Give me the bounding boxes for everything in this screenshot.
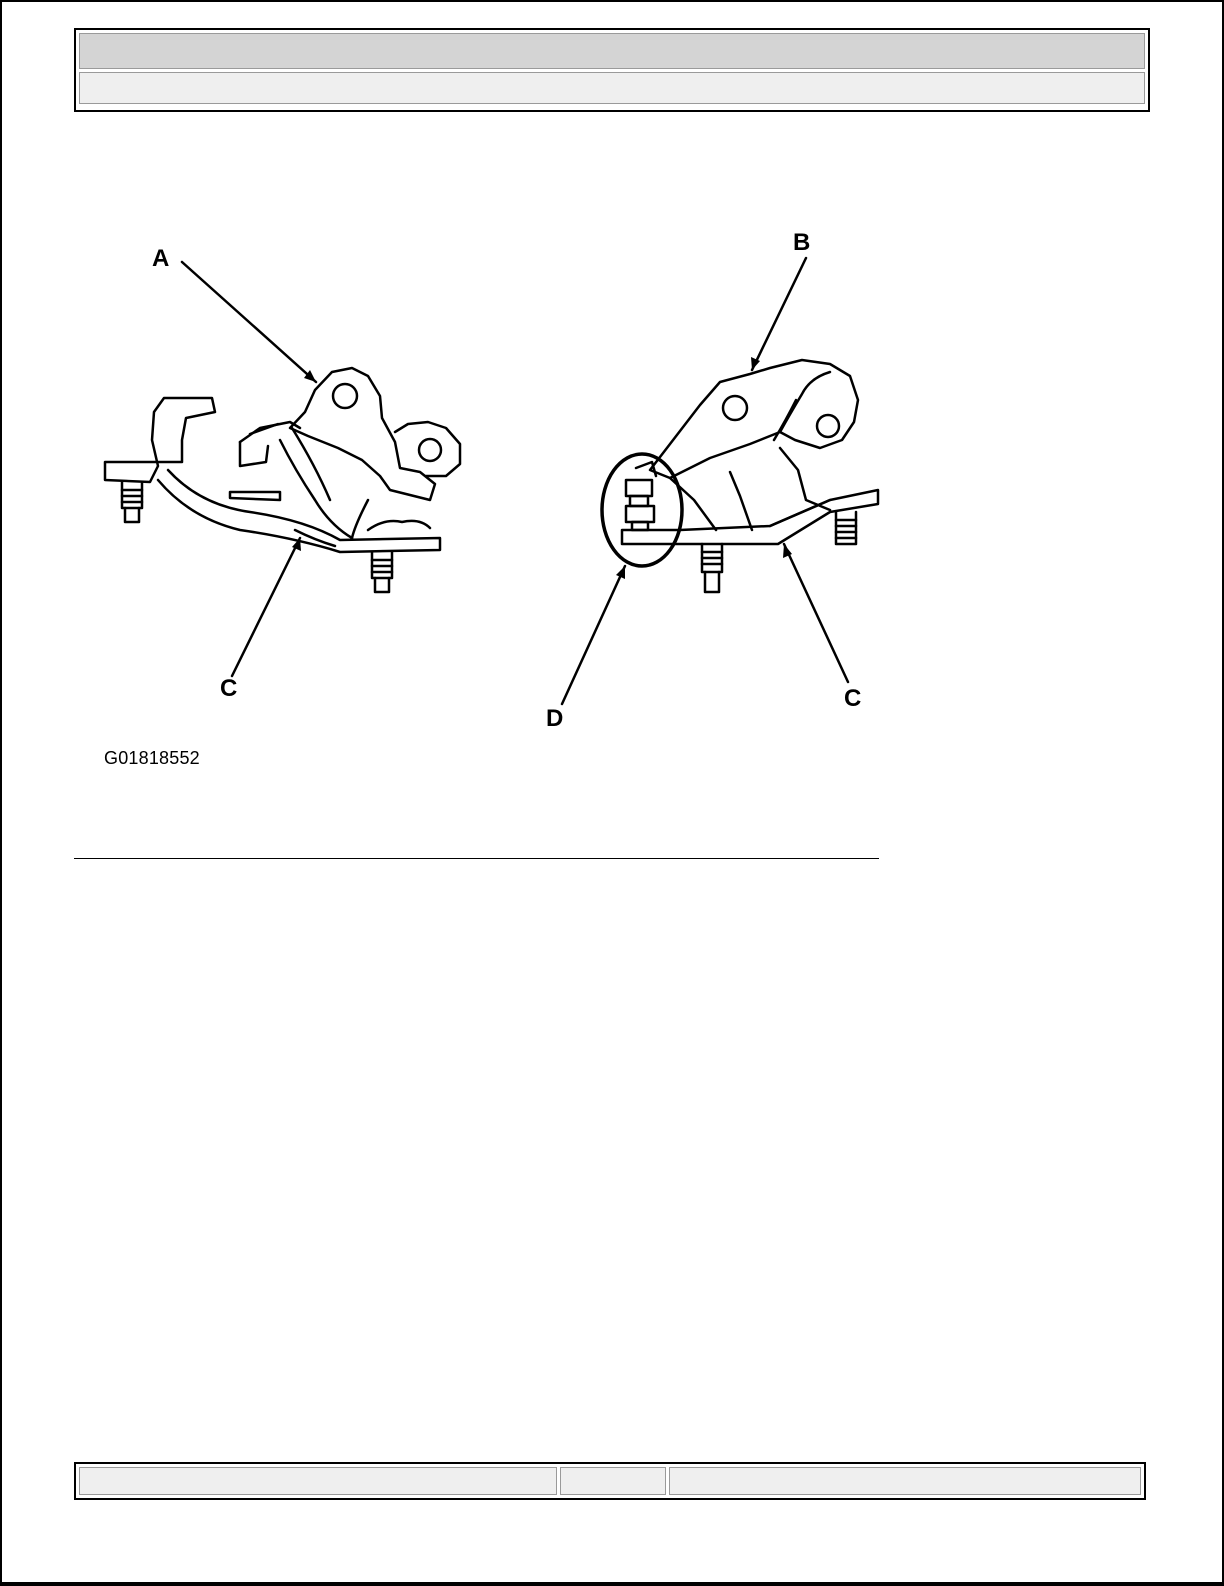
document-header [74, 28, 1150, 112]
callout-b: B [793, 229, 811, 256]
callout-leaders [182, 258, 848, 704]
left-mount-drawing [105, 368, 460, 592]
figure-id-label: G01818552 [104, 748, 200, 768]
mount-diagram-svg [90, 200, 910, 760]
callout-c-right: C [844, 685, 862, 712]
header-subtitle-bar [79, 72, 1145, 104]
callout-c-left: C [220, 675, 238, 702]
footer-left-cell [79, 1467, 557, 1495]
footer-center-cell [560, 1467, 666, 1495]
callout-d: D [546, 705, 564, 732]
document-footer [74, 1462, 1146, 1500]
right-mount-drawing [602, 360, 878, 592]
engine-mount-illustration [90, 200, 910, 760]
section-divider [74, 858, 879, 859]
footer-right-cell [669, 1467, 1141, 1495]
header-title-bar [79, 33, 1145, 69]
callout-a: A [152, 245, 170, 272]
callout-arrowheads [292, 357, 792, 579]
